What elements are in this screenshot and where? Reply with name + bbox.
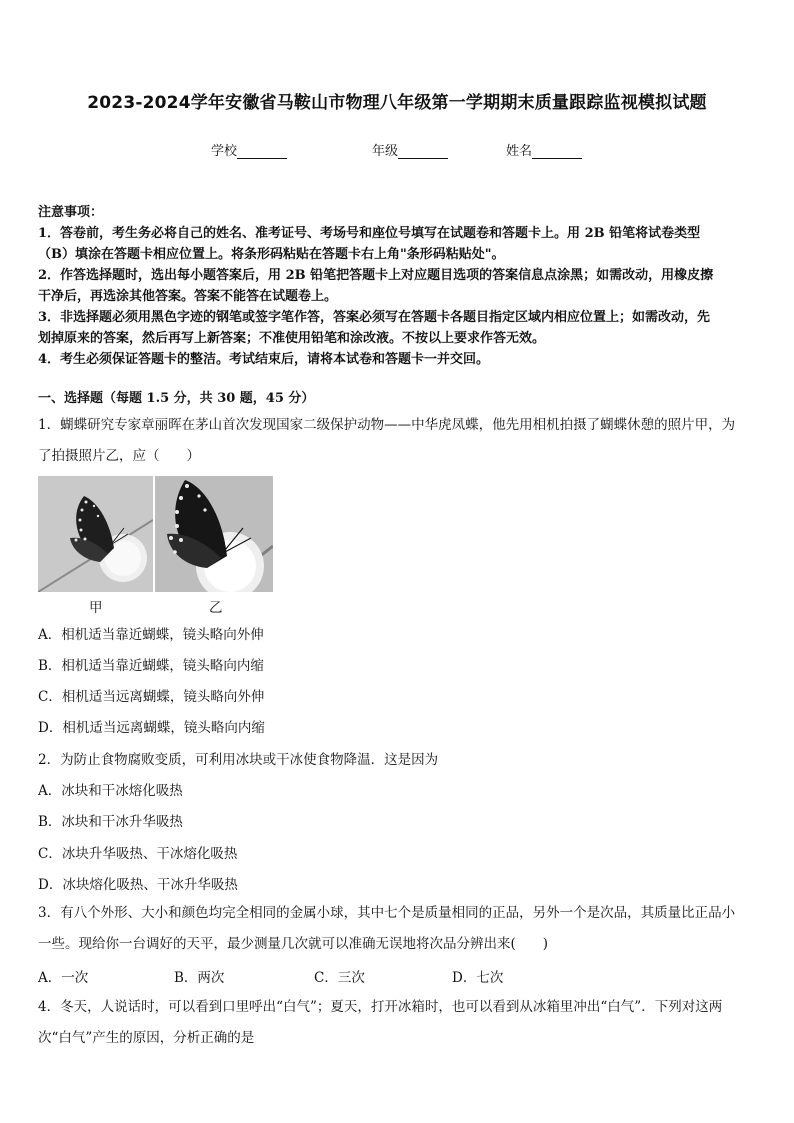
grade-blank[interactable] bbox=[398, 144, 448, 159]
question-3-line-1: 3．有八个外形、大小和颜色均完全相同的金属小球，其中七个是质量相同的正品，另外一个是次品，其质量比正品小 bbox=[38, 905, 736, 921]
photo-b-caption: 乙 bbox=[209, 600, 223, 616]
notice-line: 干净后，再选涂其他答案。答案不能答在试题卷上。 bbox=[38, 289, 338, 304]
notice-line: 4．考生必须保证答题卡的整洁。考试结束后，请将本试卷和答题卡一并交回。 bbox=[38, 352, 490, 367]
grade-field bbox=[372, 140, 448, 159]
notice-line: （B）填涂在答题卡相应位置上。将条形码粘贴在答题卡右上角"条形码粘贴处"。 bbox=[38, 247, 505, 262]
name-field bbox=[506, 140, 582, 159]
question-3-line-2: 一些。现给你一台调好的天平，最少测量几次就可以准确无误地将次品分辨出来( ) bbox=[38, 936, 549, 952]
page-title: 2023-2024学年安徽省马鞍山市物理八年级第一学期期末质量跟踪监视模拟试题 bbox=[87, 93, 707, 113]
school-field bbox=[211, 140, 287, 159]
question-2-option-b[interactable]: B．冰块和干冰升华吸热 bbox=[38, 814, 183, 830]
question-2-option-a[interactable]: A．冰块和干冰熔化吸热 bbox=[38, 783, 183, 799]
question-3-option-a[interactable]: A．一次 bbox=[38, 970, 89, 986]
notice-section bbox=[38, 202, 763, 370]
question-1-line-1: 1．蝴蝶研究专家章丽晖在茅山首次发现国家二级保护动物——中华虎凤蝶，他先用相机拍摄了蝴蝶休憩的照片甲，为 bbox=[38, 417, 736, 433]
notice-line: 1．答卷前，考生务必将自己的姓名、准考证号、考场号和座位号填写在试题卷和答题卡上。用 2B 铅笔将试卷类型 bbox=[38, 226, 701, 241]
question-4-stem bbox=[38, 992, 763, 1054]
notice-line: 2．作答选择题时，选出每小题答案后，用 2B 铅笔把答题卡上对应题目选项的答案信息点涂黑；如需改动，用橡皮擦 bbox=[38, 268, 714, 283]
question-1-option-b[interactable]: B．相机适当靠近蝴蝶，镜头略向内缩 bbox=[38, 658, 264, 674]
student-info-fields bbox=[0, 140, 794, 160]
question-1-option-c[interactable]: C．相机适当远离蝴蝶，镜头略向外伸 bbox=[38, 689, 265, 705]
question-3-stem bbox=[38, 898, 763, 960]
question-1-option-a[interactable]: A．相机适当靠近蝴蝶，镜头略向外伸 bbox=[38, 627, 264, 643]
question-3-option-d[interactable]: D．七次 bbox=[452, 970, 504, 986]
school-label: 学校 bbox=[211, 144, 238, 159]
notice-heading: 注意事项： bbox=[38, 205, 104, 220]
school-blank[interactable] bbox=[237, 144, 287, 159]
butterfly-photo-b bbox=[155, 476, 273, 592]
question-1-stem bbox=[38, 410, 763, 472]
question-3-option-c[interactable]: C．三次 bbox=[314, 970, 365, 986]
question-1-line-2: 了拍摄照片乙，应（ ） bbox=[38, 448, 200, 464]
question-2-option-c[interactable]: C．冰块升华吸热、干冰熔化吸热 bbox=[38, 846, 238, 862]
notice-line: 3．非选择题必须用黑色字迹的钢笔或签字笔作答，答案必须写在答题卡各题目指定区域内相应位置上；如需改动，先 bbox=[38, 310, 711, 325]
question-3-option-b[interactable]: B．两次 bbox=[174, 970, 225, 986]
name-label: 姓名 bbox=[506, 144, 533, 159]
question-2-stem: 2．为防止食物腐败变质，可利用冰块或干冰使食物降温．这是因为 bbox=[38, 752, 439, 768]
question-4-line-2: 次“白气”产生的原因，分析正确的是 bbox=[38, 1030, 255, 1046]
notice-line: 划掉原来的答案，然后再写上新答案；不准使用铅笔和涂改液。不按以上要求作答无效。 bbox=[38, 331, 546, 346]
question-4-line-1: 4．冬天，人说话时，可以看到口里呼出“白气”；夏天，打开冰箱时，也可以看到从冰箱里冲出“白气”．下列对这两 bbox=[38, 999, 723, 1015]
butterfly-photo-a bbox=[38, 476, 153, 592]
grade-label: 年级 bbox=[372, 144, 399, 159]
question-2-option-d[interactable]: D．冰块熔化吸热、干冰升华吸热 bbox=[38, 877, 238, 893]
photo-a-caption: 甲 bbox=[89, 600, 103, 616]
name-blank[interactable] bbox=[532, 144, 582, 159]
section-heading: 一、选择题（每题 1.5 分，共 30 题，45 分） bbox=[38, 391, 315, 406]
question-1-option-d[interactable]: D．相机适当远离蝴蝶，镜头略向内缩 bbox=[38, 720, 265, 736]
